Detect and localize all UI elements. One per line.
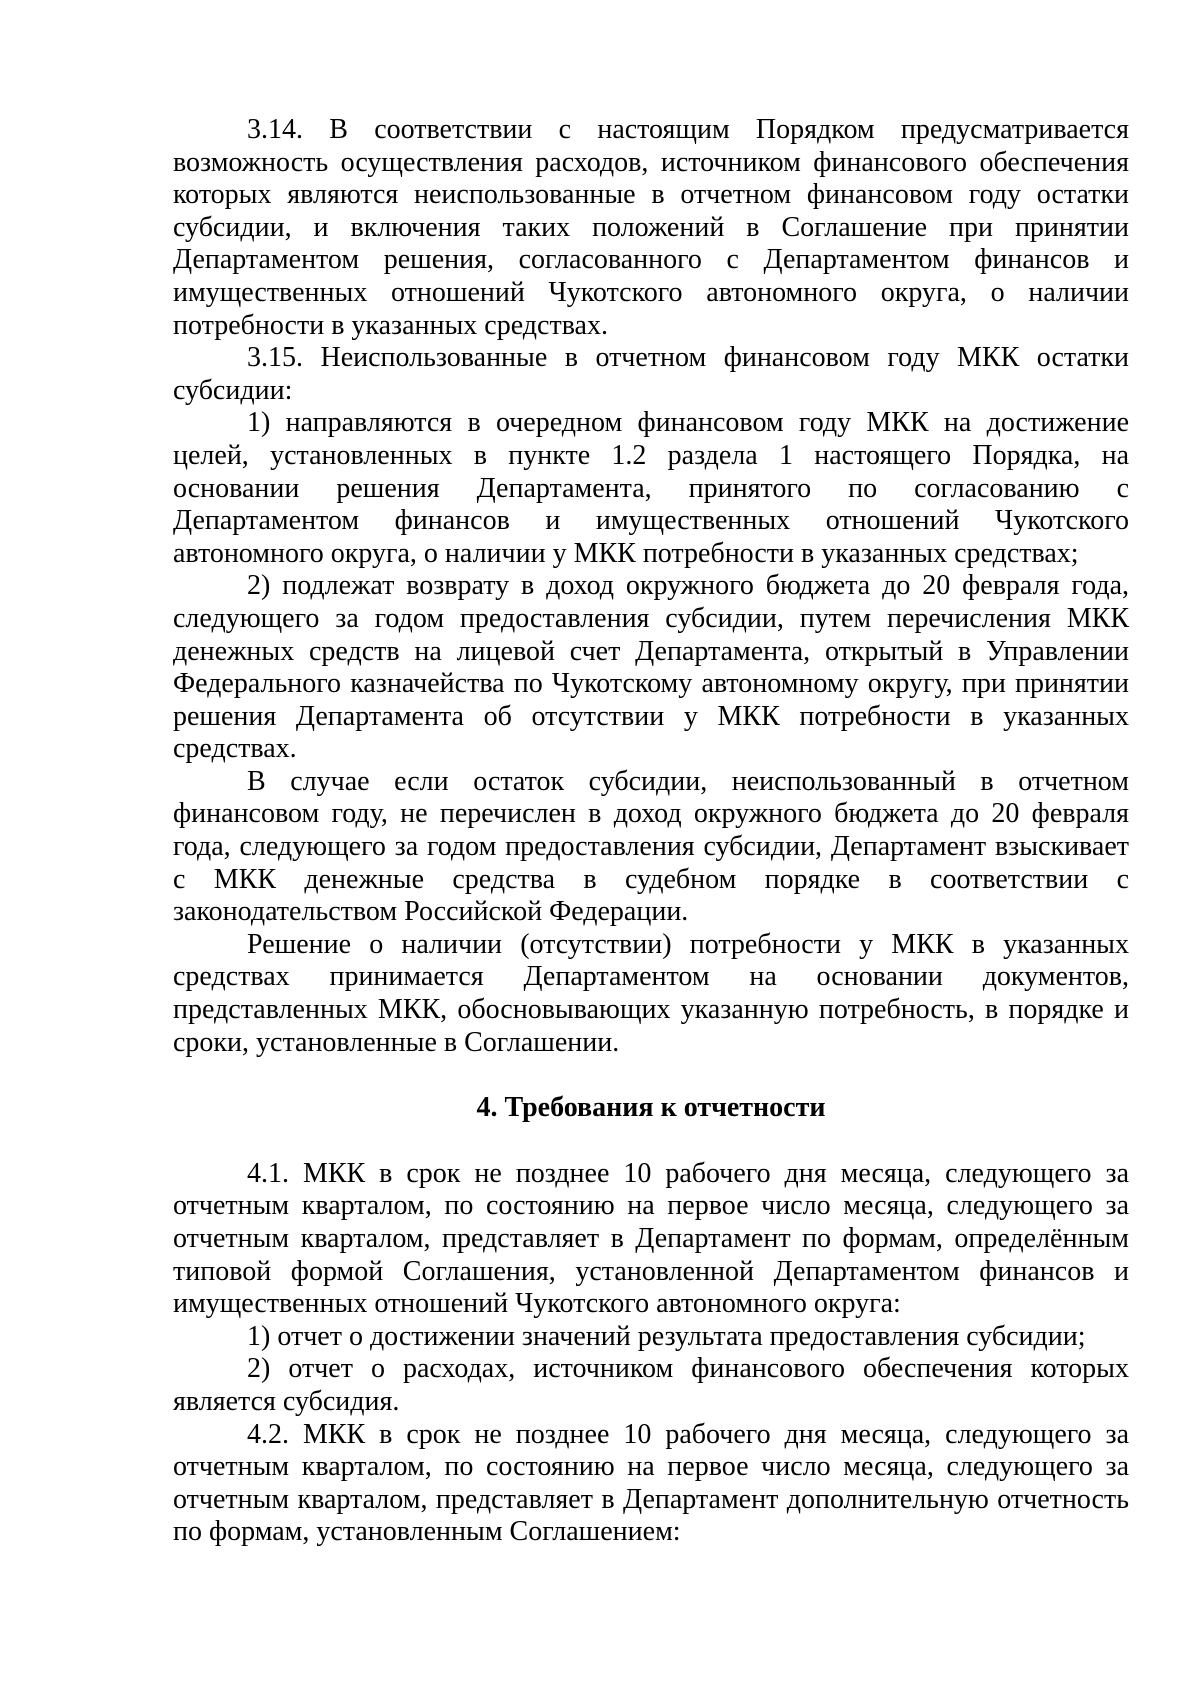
spacer bbox=[173, 1125, 1129, 1158]
paragraph-recovery: В случае если остаток субсидии, неиспользованный в отчетном финансовом году, не перечислен в доход окружного бюджета до 20 февраля года, следующего за годом предоставления субсидии, Департамент взыскивает с МКК денежные средства в судебном порядке в соответствии с законодательством Российской Федерации. bbox=[173, 765, 1129, 928]
paragraph-3-15: 3.15. Неиспользованные в отчетном финансовом году МКК остатки субсидии: bbox=[173, 342, 1129, 406]
paragraph-4-1-item-1: 1) отчет о достижении значений результата предоставления субсидии; bbox=[247, 1320, 1086, 1352]
section-heading: 4. Требования к отчетности bbox=[476, 1092, 826, 1124]
paragraph-3-14: 3.14. В соответствии с настоящим Порядком предусматривается возможность осуществления расходов, источником финансового обеспечения которых являются неиспользованные в отчетном финансовом году остатки субсидии, и включения таких положений в Соглашение при принятии Департаментом решения, согласованного с Департаментом финансов и имущественных отношений Чукотского автономного округа, о наличии потребности в указанных средствах. bbox=[173, 114, 1129, 341]
paragraph-decision: Решение о наличии (отсутствии) потребности у МКК в указанных средствах принимается Департаментом на основании документов, представленных МКК, обосновывающих указанную потребность, в порядке и сроки, установленные в Соглашении. bbox=[173, 928, 1129, 1058]
paragraph-4-2: 4.2. МКК в срок не позднее 10 рабочего дня месяца, следующего за отчетным кварталом, по состоянию на первое число месяца, следующего за отчетным кварталом, представляет в Департамент дополнительную отчетность по формам, установленным Соглашением: bbox=[173, 1418, 1129, 1548]
document-body bbox=[173, 114, 1129, 1549]
paragraph-3-15-item-2: 2) подлежат возврату в доход окружного бюджета до 20 февраля года, следующего за годом предоставления субсидии, путем перечисления МКК денежных средств на лицевой счет Департамента, открытый в Управлении Федерального казначейства по Чукотскому автономному округу, при принятии решения Департамента об отсутствии у МКК потребности в указанных средствах. bbox=[173, 570, 1129, 765]
paragraph-4-1: 4.1. МКК в срок не позднее 10 рабочего дня месяца, следующего за отчетным кварталом, по состоянию на первое число месяца, следующего за отчетным кварталом, представляет в Департамент по формам, определённым типовой формой Соглашения, установленной Департаментом финансов и имущественных отношений Чукотского автономного округа: bbox=[173, 1157, 1129, 1320]
paragraph-4-1-item-2: 2) отчет о расходах, источником финансового обеспечения которых является субсидия. bbox=[173, 1353, 1129, 1417]
spacer bbox=[173, 1059, 1129, 1092]
paragraph-3-15-item-1: 1) направляются в очередном финансовом году МКК на достижение целей, установленных в пункте 1.2 раздела 1 настоящего Порядка, на основании решения Департамента, принятого по согласованию с Департаментом финансов и имущественных отношений Чукотского автономного округа, о наличии у МКК потребности в указанных средствах; bbox=[173, 407, 1129, 569]
